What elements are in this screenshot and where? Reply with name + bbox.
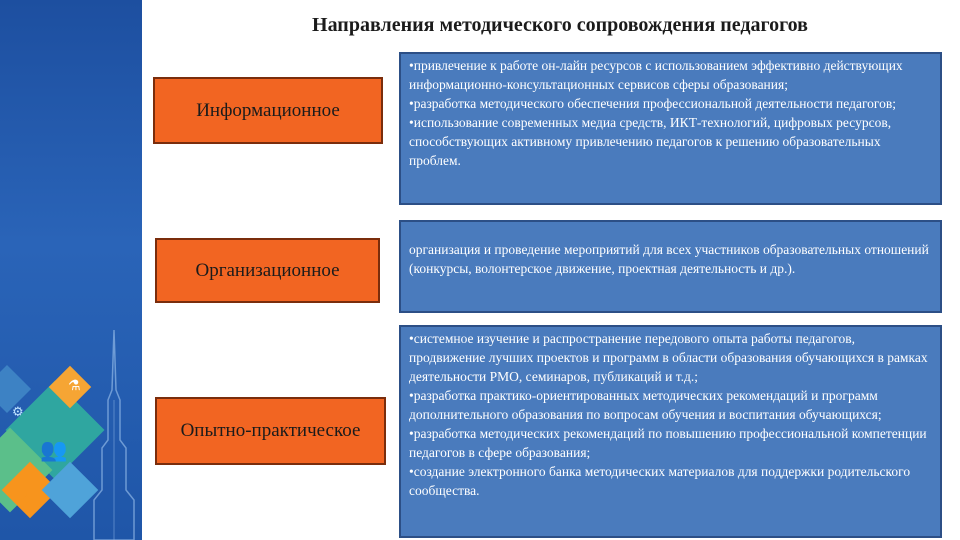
list-item: •создание электронного банка методических материалов для поддержки родительского сообщества. [409,464,911,498]
direction-organizational [155,238,380,303]
list-item: организация и проведение мероприятий для всех участников образовательных отношений (конкурсы, волонтерское движение, проектная деятельность и др.). [409,242,929,276]
list-item: •разработка практико-ориентированных методических рекомендаций и программ дополнительного образования по вопросам обучения и воспитания обучающихся; [409,388,882,422]
list-item: •привлечение к работе он-лайн ресурсов с использованием эффективно действующих информационно-консультационных сервисов сферы образования; [409,58,903,92]
list-item: •системное изучение и распространение передового опыта работы педагогов, продвижение лучших проектов и программ в области образования обучающихся в рамках деятельности РМО, семинаров, публикаций и т.д.; [409,331,928,384]
direction-informational [153,77,383,144]
list-item: •разработка методических рекомендаций по повышению профессиональной компетенции педагогов в сфере образования; [409,426,927,460]
students-icon: 👥 [40,438,68,463]
tower-icon [88,330,140,540]
list-item: •разработка методического обеспечения профессиональной деятельности педагогов; [409,96,896,111]
direction-label: Организационное [195,259,340,281]
flask-icon: ⚗ [68,378,81,394]
direction-label: Информационное [196,99,340,121]
info-box-informational [399,52,942,205]
direction-experimental [155,397,386,465]
decorative-sidebar [0,0,142,540]
direction-label: Опытно-практическое [180,420,361,441]
page-title: Направления методического сопровождения педагогов [312,14,808,36]
info-box-organizational [399,220,942,313]
list-item: •использование современных медиа средств, ИКТ-технологий, цифровых ресурсов, способствующих активному привлечению педагогов к решению образовательных проблем. [409,115,892,168]
gear-icon: ⚙ [12,405,24,420]
book-icon: ✦ [20,490,34,509]
info-box-experimental [399,325,942,538]
